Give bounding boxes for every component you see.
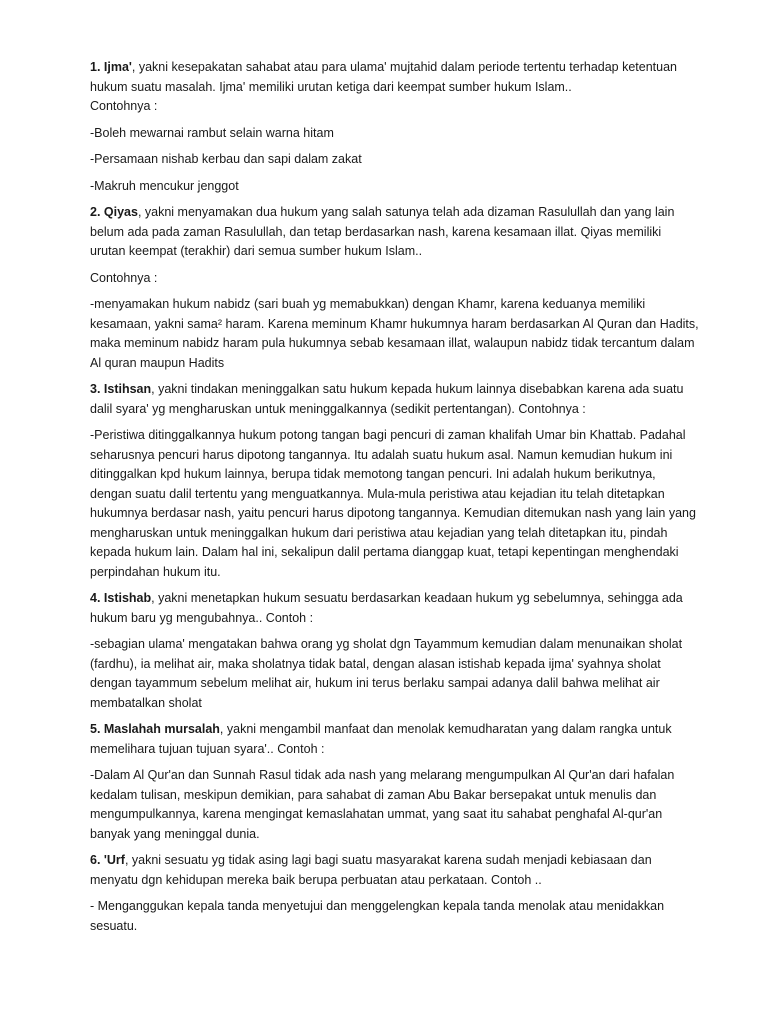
section-istishab <box>90 589 700 628</box>
section-body: , yakni sesuatu yg tidak asing lagi bagi suatu masyarakat karena sudah menjadi kebiasaan dan menyatu dgn kehidupan mereka baik berupa perbuatan atau perkataan. Contoh .. <box>90 853 652 887</box>
section-heading: 4. Istishab <box>90 591 152 605</box>
section-heading: 1. Ijma' <box>90 60 132 74</box>
section-heading: 2. Qiyas <box>90 205 138 219</box>
example-item: -Makruh mencukur jenggot <box>90 178 239 193</box>
section-heading: 3. Istihsan <box>90 382 152 396</box>
example-item: -Dalam Al Qur'an dan Sunnah Rasul tidak ada nash yang melarang mengumpulkan Al Qur'an dari hafalan kedalam tulisan, meskipun demikian, para sahabat di zaman Abu Bakar bersepakat untuk menulis dan mengumpulkannya, karena mengingat kemaslahatan ummat, yang saat itu sahabat penghafal Al-qur'an banyak yang meninggal dunia. <box>90 768 675 841</box>
section-urf <box>90 851 700 890</box>
example-label: Contohnya : <box>90 99 158 113</box>
section-istihsan <box>90 380 700 419</box>
section-heading: 6. 'Urf <box>90 853 125 867</box>
section-body: , yakni menetapkan hukum sesuatu berdasarkan keadaan hukum yg sebelumnya, sehingga ada hukum baru yg mengubahnya.. Contoh : <box>90 591 683 625</box>
example-item: -menyamakan hukum nabidz (sari buah yg memabukkan) dengan Khamr, karena keduanya memiliki kesamaan, yakni sama² haram. Karena meminum Khamr hukumnya haram berdasarkan Al Quran dan Hadits, maka meminum nabidz haram pula hukumnya sebab kesamaan illat, walaupun nabidz tidak tercantum dalam Al quran maupun Hadits <box>90 297 699 370</box>
example-item: - Menganggukan kepala tanda menyetujui dan menggelengkan kepala tanda menolak atau menidakkan sesuatu. <box>90 899 665 933</box>
section-body: , yakni mengambil manfaat dan menolak kemudharatan yang dalam rangka untuk memelihara tujuan tujuan syara'.. Contoh : <box>90 722 672 756</box>
section-body: , yakni kesepakatan sahabat atau para ulama' mujtahid dalam periode tertentu terhadap ketentuan hukum suatu masalah. Ijma' memiliki urutan ketiga dari keempat sumber hukum Islam.. <box>90 60 678 94</box>
example-item: -Persamaan nishab kerbau dan sapi dalam zakat <box>90 152 362 166</box>
section-ijma <box>90 58 700 117</box>
section-body: , yakni menyamakan dua hukum yang salah satunya telah ada dizaman Rasulullah dan yang lain belum ada pada zaman Rasulullah, dan tetap berdasarkan nash, karena kesamaan illat. Qiyas memiliki urutan keempat (terakhir) dari semua sumber hukum Islam.. <box>90 205 675 258</box>
example-item: -sebagian ulama' mengatakan bahwa orang yg sholat dgn Tayammum kemudian dalam menunaikan sholat (fardhu), ia melihat air, maka sholatnya tidak batal, dengan alasan istishab kepada ijma' syahnya sholat dengan tayammum sebelum melihat air, hukum ini terus berlaku sampai adanya dalil bahwa melihat air membatalkan sholat <box>90 637 683 710</box>
section-body: , yakni tindakan meninggalkan satu hukum kepada hukum lainnya disebabkan karena ada suatu dalil syara' yg mengharuskan untuk meninggalkannya (sedikit pertentangan). Contohnya : <box>90 382 684 416</box>
example-item: -Boleh mewarnai rambut selain warna hitam <box>90 125 334 140</box>
section-qiyas <box>90 203 700 262</box>
example-label: Contohnya : <box>90 270 158 285</box>
document-page <box>90 58 700 943</box>
section-heading: 5. Maslahah mursalah <box>90 722 220 736</box>
section-maslahah-mursalah <box>90 720 700 759</box>
example-item: -Peristiwa ditinggalkannya hukum potong tangan bagi pencuri di zaman khalifah Umar bin Khattab. Padahal seharusnya pencuri harus dipotong tangannya. Itu adalah suatu hukum asal. Namun kemudian hukum ini ditinggalkan kpd hukum lainnya, berupa tidak memotong tangan pencuri. Ini adalah hukum berikutnya, dengan suatu dalil tertentu yang menguatkannya. Mula-mula peristiwa atau kejadian itu telah ditetapkan hukumnya berdasar nash, yaitu pencuri harus dipotong tangannya. Kemudian ditemukan nash yang lain yang mengharuskan untuk meninggalkan hukum dari peristiwa atau kejadian yang telah ditetapkan itu, pindah kepada hukum lain. Dalam hal ini, sekalipun dalil pertama dianggap kuat, tetapi kepentingan menghendaki perpindahan hukum itu. <box>90 428 696 579</box>
